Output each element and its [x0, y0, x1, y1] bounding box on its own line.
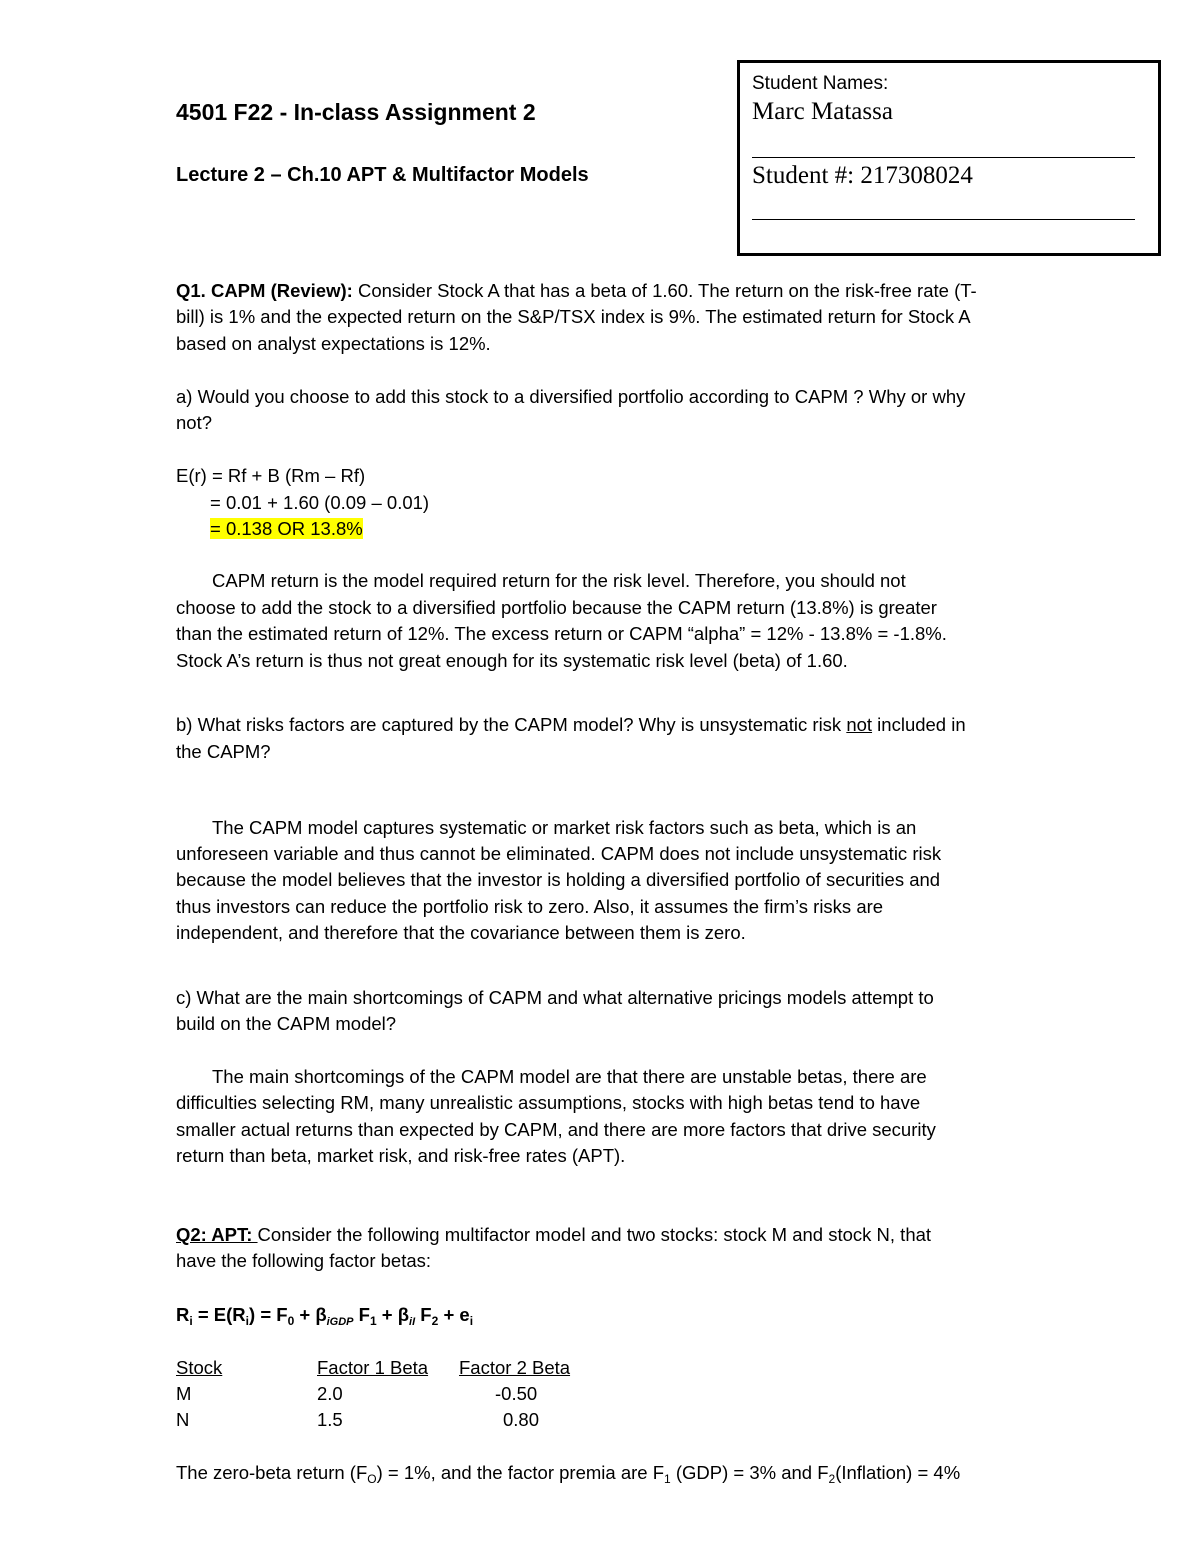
table-cell-factor-1: 1.5 — [317, 1409, 343, 1430]
q1b-question-line-1: b) What risks factors are captured by the CAPM model? Why is unsystematic risk not included in — [176, 714, 966, 735]
table-header-factor-1: Factor 1 Beta — [317, 1357, 429, 1378]
q1b-answer-line-4: thus investors can reduce the portfolio risk to zero. Also, it assumes the firm’s risks are — [176, 896, 884, 917]
emphasis-not: not — [846, 714, 873, 735]
student-name: Marc Matassa — [752, 98, 893, 125]
q2-intro-line-1: Q2: APT: Consider the following multifactor model and two stocks: stock M and stock N, that — [176, 1224, 932, 1245]
table-cell-factor-2: -0.50 — [495, 1383, 538, 1404]
q1-heading: Q1. CAPM (Review): — [176, 280, 353, 301]
q1c-question-line-2: build on the CAPM model? — [176, 1013, 397, 1034]
q1b-answer-line-1: The CAPM model captures systematic or market risk factors such as beta, which is an — [212, 817, 917, 838]
q1c-answer-line-2: difficulties selecting RM, many unrealistic assumptions, stocks with high betas tend to have — [176, 1092, 921, 1113]
table-header-factor-2: Factor 2 Beta — [459, 1357, 571, 1378]
student-number-underline — [752, 219, 1135, 220]
multifactor-model-equation: $R_i = E(R_i) = F_0 + \beta_{iGDP}$ $F_1 + \beta_{iI}$ $F_2 + e_i$ — [176, 1304, 474, 1328]
q1a-answer-line-1: CAPM return is the model required return for the risk level. Therefore, you should not — [212, 570, 906, 591]
q1b-answer-line-5: independent, and therefore that the covariance between them is zero. — [176, 922, 746, 943]
q1b-answer-line-3: because the model believes that the investor is holding a diversified portfolio of securities and — [176, 869, 941, 890]
q1c-answer-line-3: smaller actual returns than expected by CAPM, and there are more factors that drive security — [176, 1119, 936, 1140]
q1c-question-line-1: c) What are the main shortcomings of CAPM and what alternative pricings models attempt to — [176, 987, 934, 1008]
name-underline — [752, 157, 1135, 158]
q1b-answer-line-2: unforeseen variable and thus cannot be eliminated. CAPM does not include unsystematic risk — [176, 843, 942, 864]
capm-formula-result — [210, 516, 363, 542]
table-cell-stock: M — [176, 1383, 192, 1404]
lecture-subtitle: Lecture 2 – Ch.10 APT & Multifactor Models — [176, 164, 589, 186]
document-title: 4501 F22 - In-class Assignment 2 — [176, 99, 536, 125]
capm-formula-line-2: = 0.01 + 1.60 (0.09 – 0.01) — [210, 492, 430, 513]
table-cell-factor-2: 0.80 — [503, 1409, 540, 1430]
q1-intro-line-2: bill) is 1% and the expected return on the S&P/TSX index is 9%. The estimated return for Stock A — [176, 306, 971, 327]
zero-beta-statement: The zero-beta return $(F_O) = 1\%$, and the factor premia are $F_1$ (GDP) = 3% and $F_2(Inflation) = 4\%$ — [176, 1462, 961, 1486]
highlighted-result: = 0.138 OR 13.8% — [210, 518, 363, 539]
table-cell-stock: N — [176, 1409, 190, 1430]
q2-heading: Q2: APT: — [176, 1224, 258, 1245]
table-header-stock: Stock — [176, 1357, 223, 1378]
q1a-answer-line-2: choose to add the stock to a diversified portfolio because the CAPM return (13.8%) is greater — [176, 597, 937, 618]
q1a-question-line-2: not? — [176, 412, 213, 433]
q1a-question-line-1: a) Would you choose to add this stock to a diversified portfolio according to CAPM ? Why or why — [176, 386, 966, 407]
student-names-label: Student Names: — [752, 73, 889, 94]
q1b-question-line-2: the CAPM? — [176, 741, 271, 762]
table-cell-factor-1: 2.0 — [317, 1383, 343, 1404]
q1c-answer-line-1: The main shortcomings of the CAPM model are that there are unstable betas, there are — [212, 1066, 927, 1087]
q1c-answer-line-4: return than beta, market risk, and risk-free rates (APT). — [176, 1145, 626, 1166]
q1-intro-line-3: based on analyst expectations is 12%. — [176, 333, 491, 354]
q1a-answer-line-4: Stock A’s return is thus not great enough for its systematic risk level (beta) of 1.60. — [176, 650, 848, 671]
q1a-answer-line-3: than the estimated return of 12%. The excess return or CAPM “alpha” = 12% - 13.8% = -1.8%. — [176, 623, 947, 644]
student-number: Student #: 217308024 — [752, 162, 973, 189]
q1-intro-line-1: Q1. CAPM (Review): Consider Stock A that has a beta of 1.60. The return on the risk-free rate (T- — [176, 280, 977, 301]
capm-formula-line-1: E(r) = Rf + B (Rm – Rf) — [176, 465, 366, 486]
q2-intro-line-2: have the following factor betas: — [176, 1250, 432, 1271]
